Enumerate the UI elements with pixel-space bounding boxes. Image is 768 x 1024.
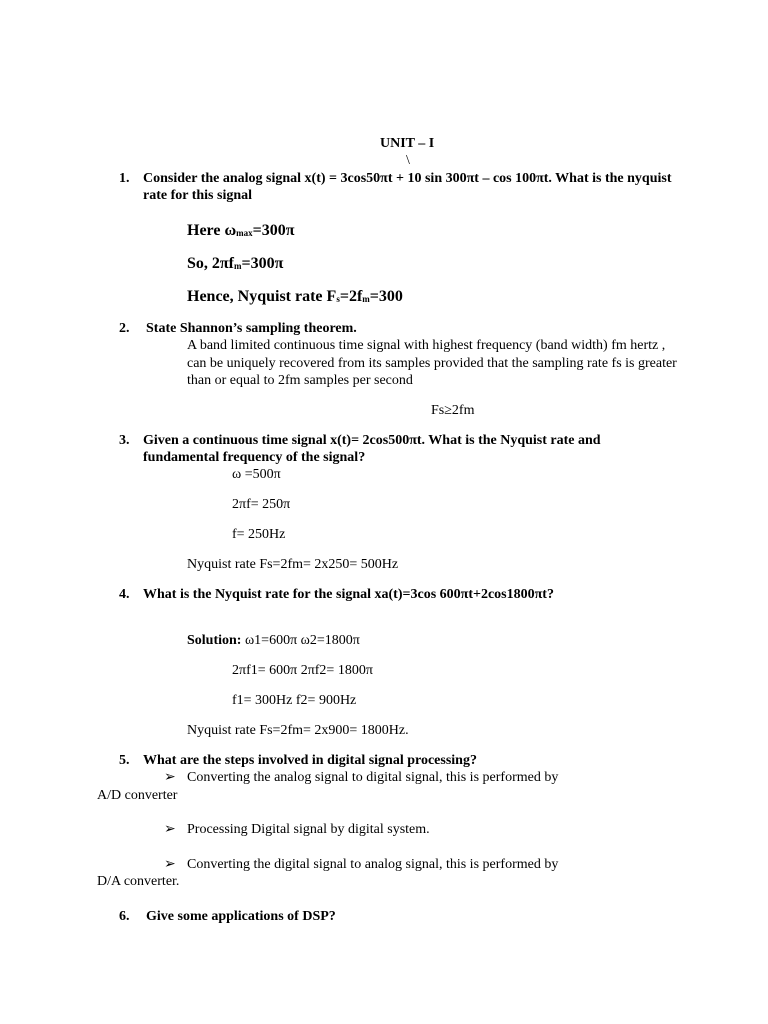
answer-2-subscript: m	[234, 261, 242, 271]
answer-1-line1	[187, 222, 295, 239]
bullet-1-line2	[97, 787, 177, 804]
answer-4-step2: 2πf1= 600π 2πf2= 1800π	[232, 663, 373, 678]
bullet-3-line1: Converting the digital signal to analog signal, this is performed by	[187, 857, 559, 872]
question-2-text: State Shannon’s sampling theorem.	[146, 321, 357, 336]
question-6-text: Give some applications of DSP?	[146, 909, 336, 924]
bullet-1	[164, 769, 176, 786]
bullet-1-line1: Converting the analog signal to digital signal, this is performed by	[187, 770, 559, 785]
answer-2-line1: A band limited continuous time signal with highest frequency (band width) fm hertz ,	[187, 338, 666, 353]
answer-4-step3: f1= 300Hz f2= 900Hz	[232, 693, 357, 708]
arrow-bullet-icon: ➢	[164, 857, 176, 872]
question-6	[119, 908, 336, 925]
answer-2-text: So, 2πf	[187, 255, 234, 272]
question-4	[119, 586, 554, 603]
answer-3-mid: =2f	[339, 288, 363, 305]
bullet-3	[164, 856, 176, 873]
question-5-text: What are the steps involved in digital signal processing?	[143, 753, 477, 768]
bullet-3-line2	[97, 873, 179, 890]
question-1	[119, 170, 672, 187]
answer-3-step4: Nyquist rate Fs=2fm= 2x250= 500Hz	[187, 557, 399, 572]
question-1-line2: rate for this signal	[143, 188, 253, 203]
answer-1-text: Here ω	[187, 222, 237, 239]
answer-3-step2: 2πf= 250π	[232, 497, 291, 512]
answer-2-line3: than or equal to 2fm samples per second	[187, 373, 413, 388]
backslash-mark: \	[406, 153, 410, 168]
question-4-number: 4.	[119, 587, 130, 602]
question-2-number: 2.	[119, 321, 130, 336]
bullet-2	[164, 821, 176, 838]
question-4-text: What is the Nyquist rate for the signal xa(t)=3cos 600πt+2cos1800πt?	[143, 587, 554, 602]
question-3-line1: Given a continuous time signal x(t)= 2cos500πt. What is the Nyquist rate and	[143, 433, 601, 448]
answer-4-omegas: ω1=600π ω2=1800π	[244, 633, 360, 648]
answer-3-subscript-m: m	[362, 294, 370, 304]
question-5	[119, 752, 477, 769]
solution-label: Solution:	[187, 633, 242, 648]
answer-1-line2	[187, 255, 283, 272]
answer-3-step3: f= 250Hz	[232, 527, 286, 542]
answer-4-step4: Nyquist rate Fs=2fm= 2x900= 1800Hz.	[187, 723, 409, 738]
answer-4-step1	[187, 632, 360, 649]
page-title: UNIT – I	[380, 136, 435, 151]
bullet-1-line2-text: A/D converter	[97, 788, 178, 803]
sampling-formula: Fs≥2fm	[431, 403, 475, 418]
question-6-number: 6.	[119, 909, 130, 924]
bullet-2-text	[187, 821, 430, 838]
bullet-2-label: Processing Digital signal by digital system.	[187, 822, 430, 837]
question-2	[119, 320, 357, 337]
answer-3-text: Hence, Nyquist rate F	[187, 288, 337, 305]
answer-3-value: =300	[369, 288, 403, 305]
question-1-number: 1.	[119, 171, 130, 186]
question-3-line2: fundamental frequency of the signal?	[143, 450, 366, 465]
question-3-number: 3.	[119, 433, 130, 448]
question-1-line1: Consider the analog signal x(t) = 3cos50πt + 10 sin 300πt – cos 100πt. What is the nyquist	[143, 171, 672, 186]
question-5-number: 5.	[119, 753, 130, 768]
answer-2-value: =300π	[241, 255, 284, 272]
answer-1-line3	[187, 288, 403, 305]
arrow-bullet-icon: ➢	[164, 822, 176, 837]
answer-3-subscript-s: s	[336, 294, 340, 304]
answer-1-value: =300π	[252, 222, 295, 239]
question-3	[119, 432, 601, 449]
answer-3-step1: ω =500π	[232, 467, 281, 482]
answer-1-subscript: max	[236, 228, 253, 238]
arrow-bullet-icon: ➢	[164, 770, 176, 785]
answer-2-line2: can be uniquely recovered from its samples provided that the sampling rate fs is greater	[187, 356, 677, 371]
bullet-3-line2-text: D/A converter.	[97, 874, 180, 889]
